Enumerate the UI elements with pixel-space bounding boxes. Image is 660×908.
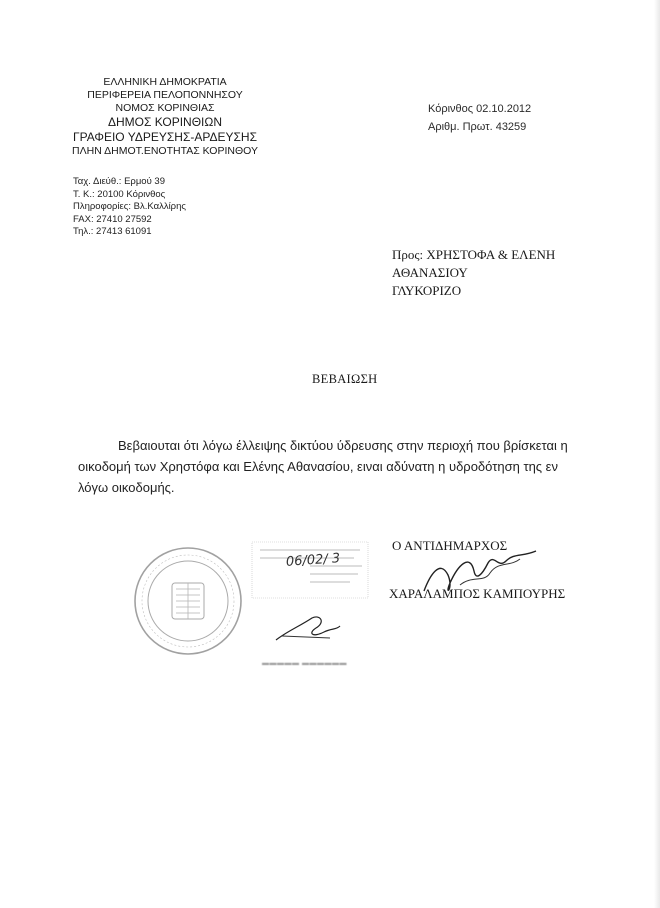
letterhead-line: ΕΛΛΗΝΙΚΗ ΔΗΜΟΚΡΑΤΙΑ — [103, 76, 227, 88]
protocol-number: Αριθμ. Πρωτ. 43259 — [428, 121, 527, 133]
recipient-line: ΓΛΥΚΟΡΙΖΟ — [392, 283, 462, 298]
document-title: ΒΕΒΑΙΩΣΗ — [312, 372, 378, 386]
letterhead-municipality: ΔΗΜΟΣ ΚΟΡΙΝΘΙΩΝ — [107, 115, 223, 129]
document-date: Κόρινθος 02.10.2012 — [428, 103, 532, 115]
letterhead-line: ΝΟΜΟΣ ΚΟΡΙΝΘΙΑΣ — [115, 102, 215, 114]
contact-postal: Τ. Κ.: 20100 Κόρινθος — [73, 188, 166, 200]
body-paragraph: Βεβαιουται ότι λόγω έλλειψης δικτύου ύδρευσης στην περιοχή που βρίσκεται η οικοδομή των Χρηστόφα και Ελένης Αθανασίου, ειναι αδύνατη η υδροδότηση της εν λόγω οικοδομής. — [78, 438, 568, 495]
letterhead-line: ΠΛΗΝ ΔΗΜΟΤ.ΕΝΟΤΗΤΑΣ ΚΟΡΙΝΘΟΥ — [72, 145, 258, 157]
secondary-signature-mark — [272, 608, 342, 648]
signatory-title: Ο ΑΝΤΙΔΗΜΑΡΧΟΣ — [392, 538, 508, 553]
contact-address: Ταχ. Διεύθ.: Ερμού 39 — [73, 176, 165, 187]
rectangular-stamp — [250, 540, 370, 600]
contact-info-person: Πληροφορίες: Βλ.Καλλίρης — [73, 201, 186, 212]
letterhead-line: ΠΕΡΙΦΕΡΕΙΑ ΠΕΛΟΠΟΝΝΗΣΟΥ — [87, 89, 243, 101]
letterhead — [40, 76, 290, 158]
contact-phone: Τηλ.: 27413 61091 — [73, 226, 152, 237]
official-seal — [132, 545, 244, 657]
handwritten-date: 06/02/ 3 — [285, 551, 341, 570]
recipient-line: ΑΘΑΝΑΣΙΟΥ — [392, 265, 468, 280]
letterhead-office: ΓΡΑΦΕΙΟ ΥΔΡΕΥΣΗΣ-ΑΡΔΕΥΣΗΣ — [72, 130, 258, 144]
recipient-line: Προς: ΧΡΗΣΤΟΦΑ & ΕΛΕΝΗ — [392, 247, 556, 262]
date-block — [428, 100, 531, 136]
signatory-name: ΧΑΡΑΛΑΜΠΟΣ ΚΑΜΠΟΥΡΗΣ — [389, 586, 566, 601]
scan-edge — [654, 0, 660, 908]
contact-fax: FAX: 27410 27592 — [73, 213, 152, 225]
contact-info — [73, 176, 186, 239]
recipient-block — [392, 246, 555, 300]
blurred-stamp-text: ▬▬▬▬▬ ▬▬▬▬▬▬ — [262, 660, 347, 667]
